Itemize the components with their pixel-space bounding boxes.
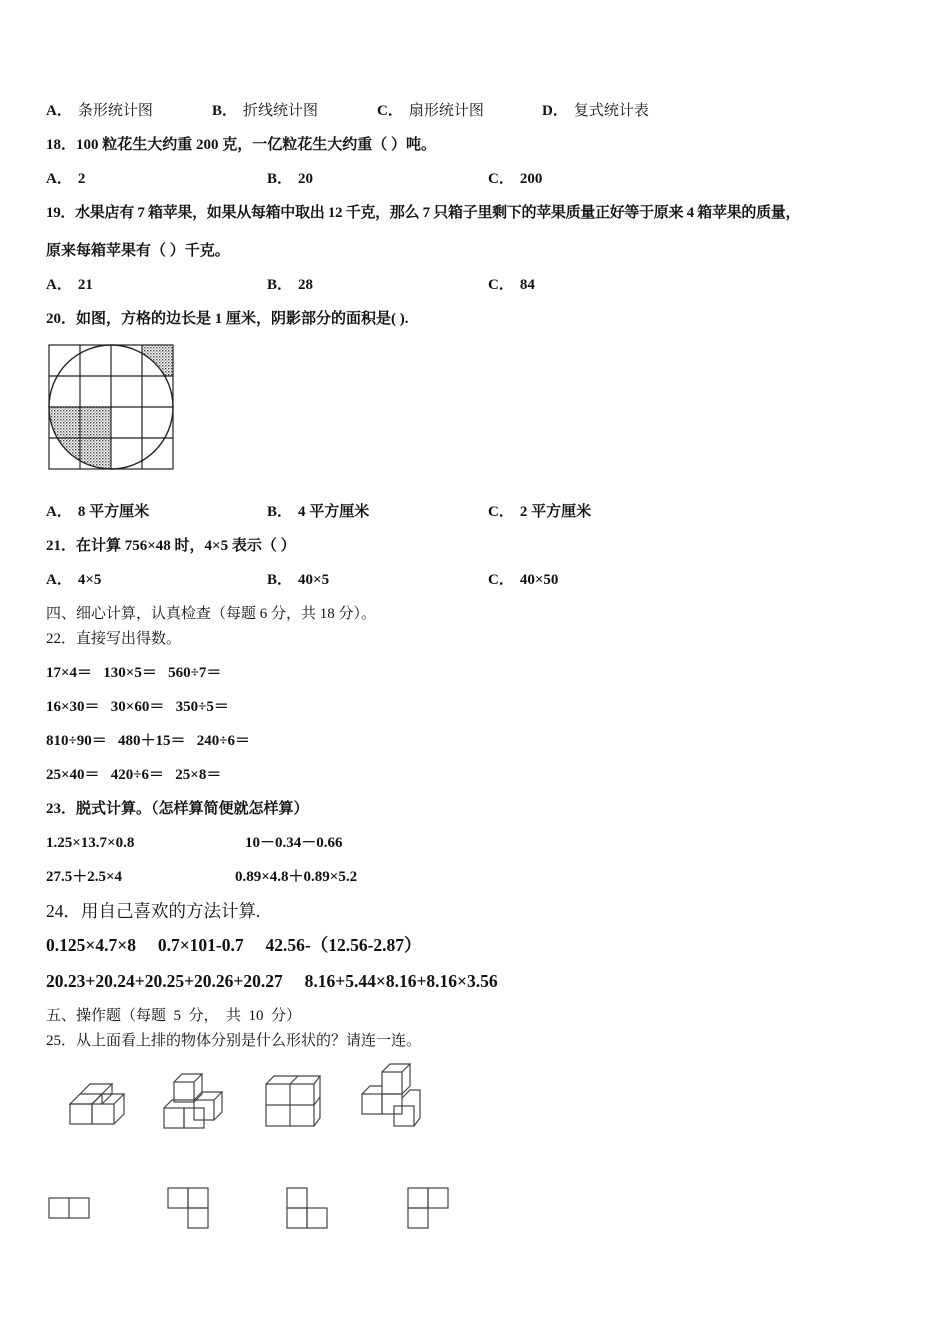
q22-stem: 22．直接写出得数。 xyxy=(46,631,182,647)
q20-option-b[interactable] xyxy=(267,505,369,520)
option-text: 200 xyxy=(519,171,543,187)
q21-option-c[interactable] xyxy=(488,573,558,588)
option-text: 40×50 xyxy=(519,572,559,588)
option-label: C． xyxy=(488,572,514,588)
option-label: A． xyxy=(46,572,72,588)
option-text: 4×5 xyxy=(77,572,102,588)
q25-view-4[interactable] xyxy=(406,1186,452,1232)
q22-row-1: 17×4＝ 130×5＝ 560÷7＝ xyxy=(46,665,222,681)
option-text: 28 xyxy=(298,277,314,293)
option-label: A． xyxy=(46,171,72,187)
q25-view-3[interactable] xyxy=(285,1186,331,1232)
q20-option-a[interactable] xyxy=(46,505,149,520)
q25-object-3[interactable] xyxy=(262,1072,322,1130)
option-label: D． xyxy=(542,103,568,119)
q21-option-a[interactable] xyxy=(46,573,101,588)
q22-row-4: 25×40＝ 420÷6＝ 25×8＝ xyxy=(46,767,222,783)
option-label: B． xyxy=(212,103,238,119)
option-text: 2 平方厘米 xyxy=(519,504,592,520)
q19-stem-line1: 19．水果店有 7 箱苹果，如果从每箱中取出 12 千克，那么 7 只箱子里剩下的苹果质量正好等于原来 4 箱苹果的质量， xyxy=(46,205,801,221)
q20-option-c[interactable] xyxy=(488,505,591,520)
option-text: 4 平方厘米 xyxy=(298,504,370,520)
q23-stem: 23．脱式计算。（怎样算简便就怎样算） xyxy=(46,801,309,817)
option-text: 40×5 xyxy=(298,572,330,588)
option-text: 扇形统计图 xyxy=(408,103,484,119)
option-label: B． xyxy=(267,277,293,293)
option-label: C． xyxy=(488,171,514,187)
q19-option-c[interactable] xyxy=(488,278,535,293)
q19-stem-line2: 原来每箱苹果有（ ）千克。 xyxy=(46,243,230,259)
option-text: 8 平方厘米 xyxy=(77,504,150,520)
q20-grid-circle-figure xyxy=(48,344,176,472)
option-label: A． xyxy=(46,277,72,293)
q25-view-2[interactable] xyxy=(166,1186,212,1230)
q24-row-2: 20.23+20.24+20.25+20.26+20.27 8.16+5.44×8.16+8.16×3.56 xyxy=(46,971,498,991)
section-5-title: 五、操作题（每题 5 分， 共 10 分） xyxy=(46,1008,302,1024)
q18-stem: 18．100 粒花生大约重 200 克，一亿粒花生大约重（ ）吨。 xyxy=(46,137,437,153)
option-label: C． xyxy=(488,277,514,293)
option-text: 折线统计图 xyxy=(243,103,319,119)
option-label: C． xyxy=(377,103,403,119)
q24-stem: 24．用自己喜欢的方法计算. xyxy=(46,901,261,921)
option-text: 复式统计表 xyxy=(573,103,649,119)
q17-option-c[interactable] xyxy=(377,104,484,119)
option-label: A． xyxy=(46,103,72,119)
q23-item-3: 27.5＋2.5×4 xyxy=(46,869,123,885)
option-label: A． xyxy=(46,504,72,520)
q22-row-3: 810÷90＝ 480＋15＝ 240÷6＝ xyxy=(46,733,250,749)
q17-option-a[interactable] xyxy=(46,104,153,119)
q23-item-4: 0.89×4.8＋0.89×5.2 xyxy=(235,869,358,885)
option-text: 21 xyxy=(77,277,93,293)
q25-stem: 25．从上面看上排的物体分别是什么形状的？请连一连。 xyxy=(46,1033,422,1049)
option-text: 20 xyxy=(298,171,314,187)
option-text: 条形统计图 xyxy=(77,103,153,119)
q24-row-1: 0.125×4.7×8 0.7×101-0.7 42.56-（12.56-2.87） xyxy=(46,935,422,955)
q19-option-a[interactable] xyxy=(46,278,93,293)
q22-row-2: 16×30＝ 30×60＝ 350÷5＝ xyxy=(46,699,229,715)
q23-item-2: 10－0.34－0.66 xyxy=(245,835,343,851)
q21-stem: 21．在计算 756×48 时，4×5 表示（ ） xyxy=(46,538,296,554)
option-text: 2 xyxy=(77,171,86,187)
q21-option-b[interactable] xyxy=(267,573,329,588)
q25-object-4[interactable] xyxy=(356,1062,424,1130)
q17-option-b[interactable] xyxy=(212,104,318,119)
option-label: B． xyxy=(267,504,293,520)
q18-option-b[interactable] xyxy=(267,172,313,187)
q25-object-1[interactable] xyxy=(66,1082,126,1130)
q19-option-b[interactable] xyxy=(267,278,313,293)
q18-option-a[interactable] xyxy=(46,172,85,187)
option-label: B． xyxy=(267,171,293,187)
section-4-title: 四、细心计算，认真检查（每题 6 分，共 18 分）。 xyxy=(46,606,377,622)
q25-view-1[interactable] xyxy=(47,1196,91,1222)
q18-option-c[interactable] xyxy=(488,172,542,187)
q17-option-d[interactable] xyxy=(542,104,649,119)
option-label: C． xyxy=(488,504,514,520)
option-label: B． xyxy=(267,572,293,588)
option-text: 84 xyxy=(519,277,535,293)
q25-object-2[interactable] xyxy=(160,1070,226,1132)
q23-item-1: 1.25×13.7×0.8 xyxy=(46,835,135,851)
q20-stem: 20．如图，方格的边长是 1 厘米，阴影部分的面积是( ). xyxy=(46,311,409,327)
